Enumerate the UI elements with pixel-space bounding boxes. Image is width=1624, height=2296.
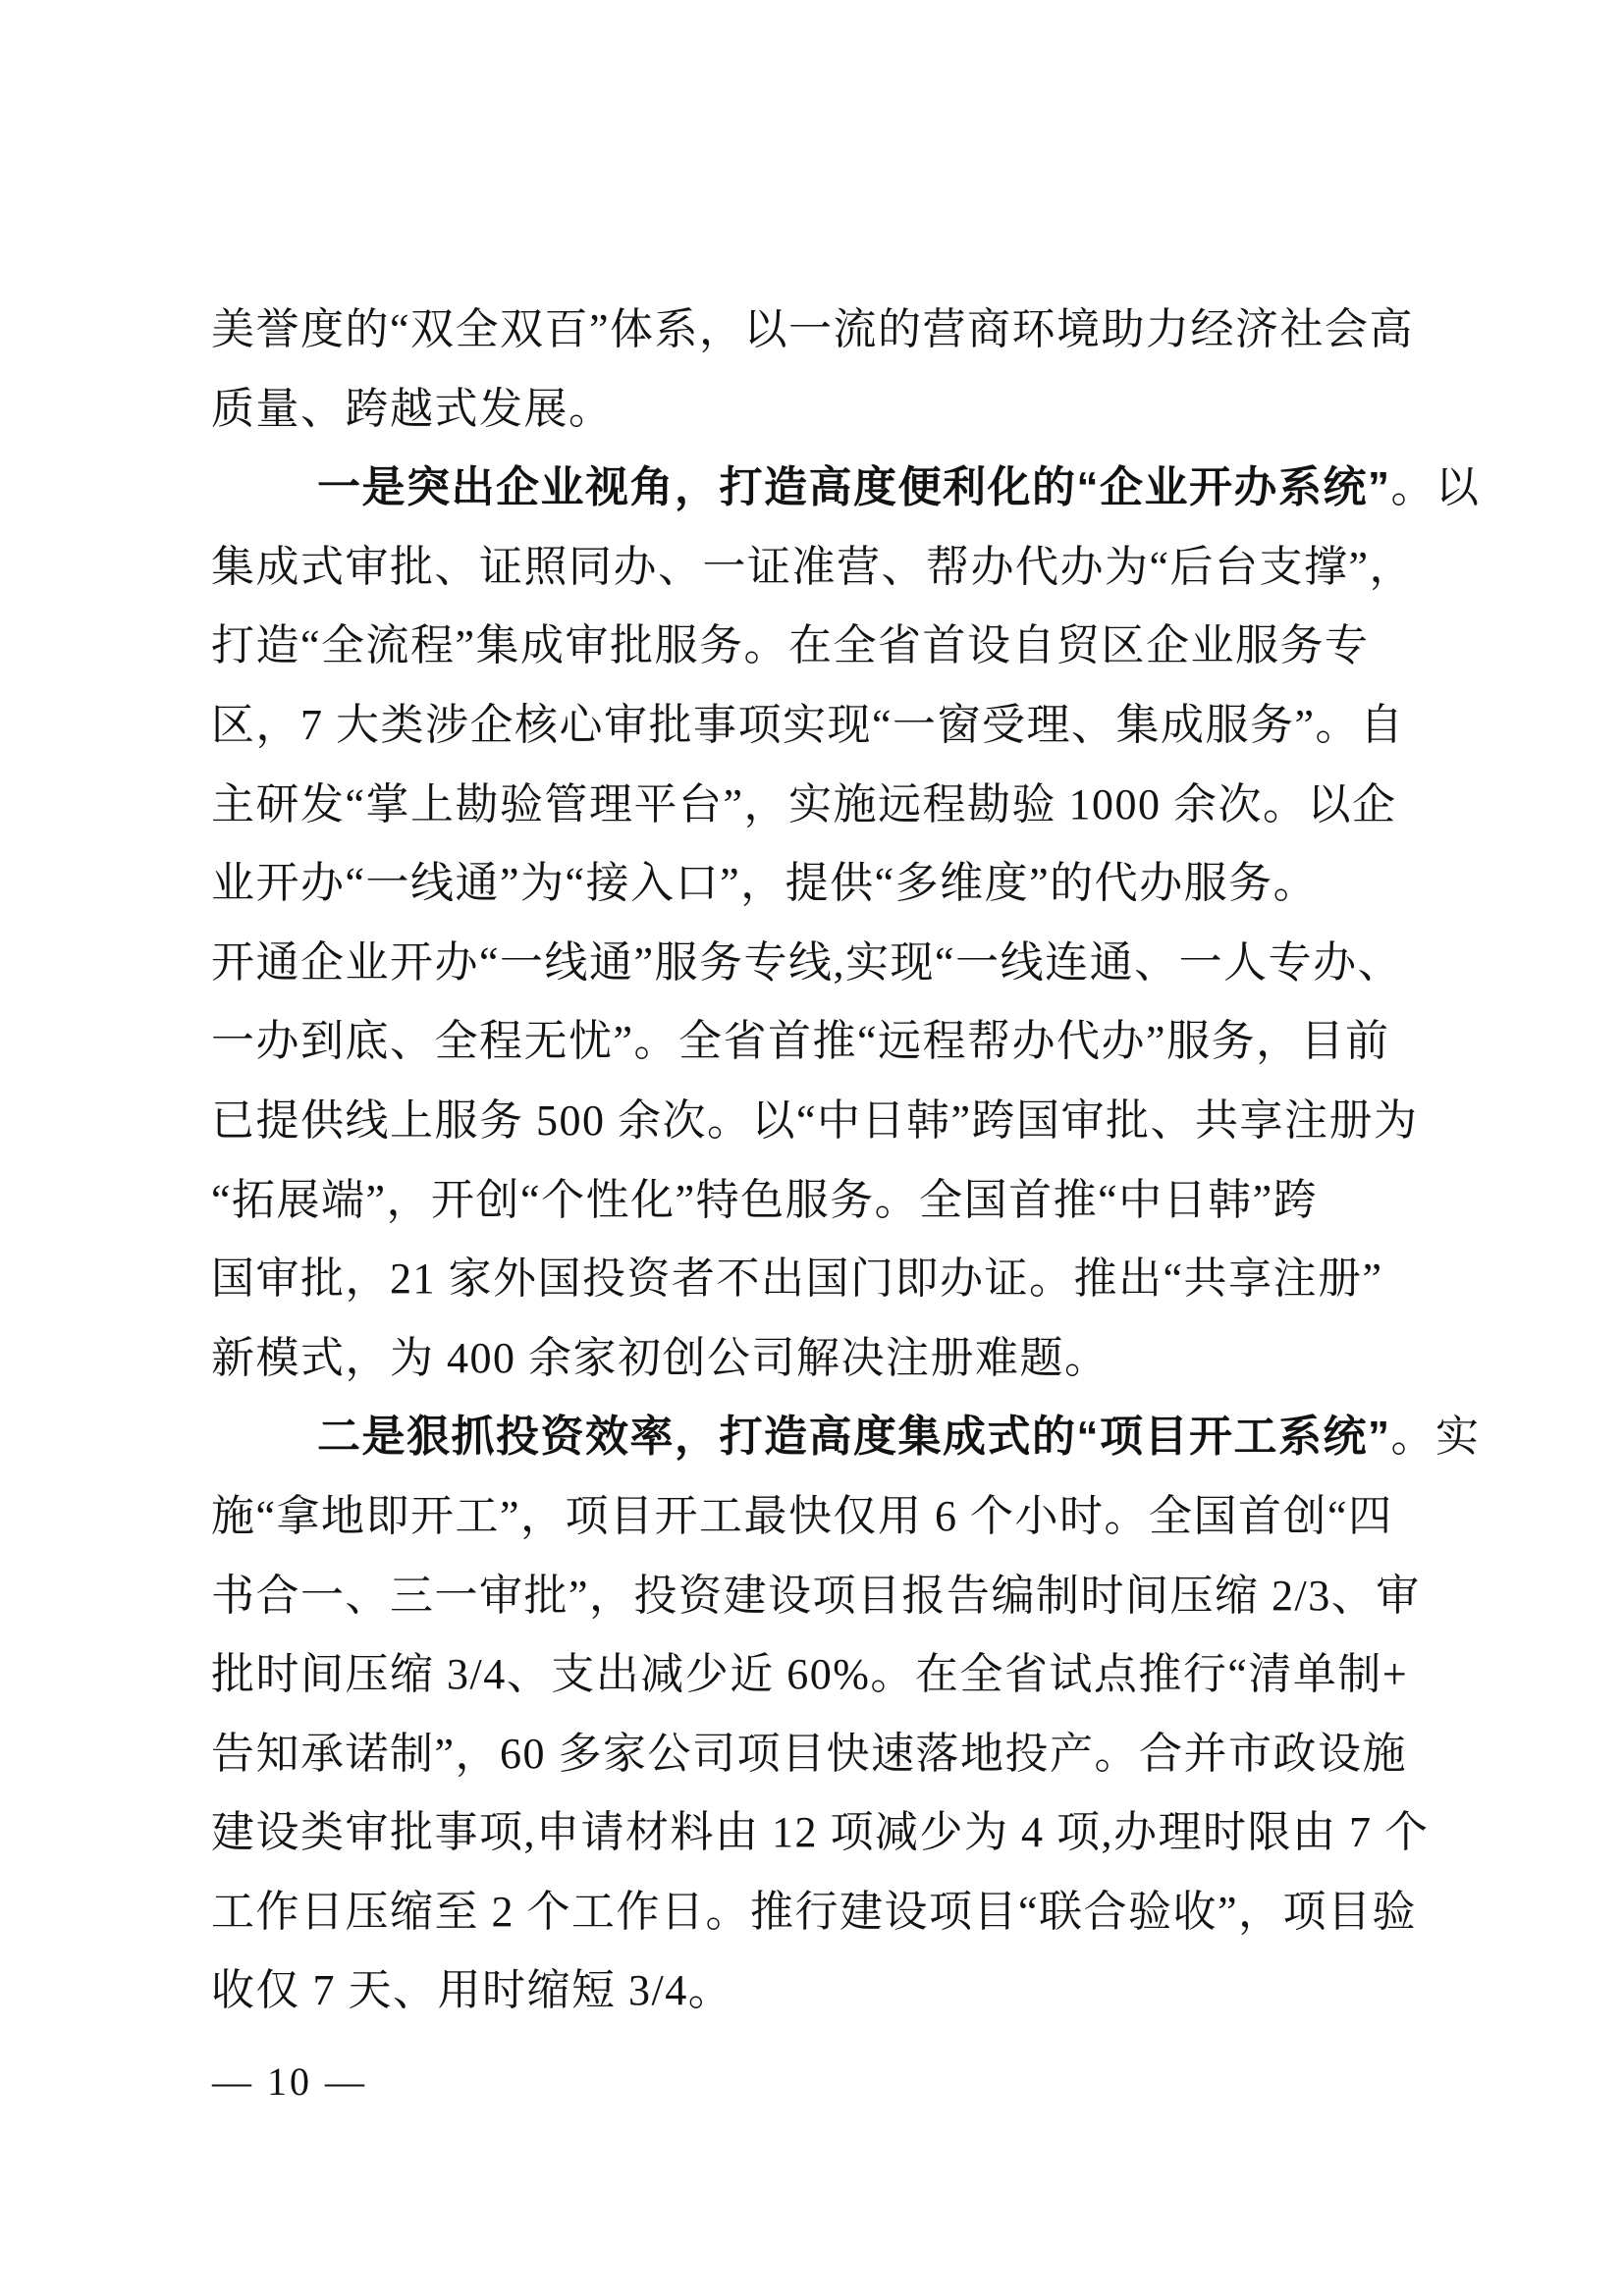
body-text-run: 。实 (1390, 1413, 1481, 1462)
text-line (211, 607, 1424, 686)
text-line (211, 291, 1424, 370)
text-line (211, 528, 1424, 608)
body-text-run: 工作日压缩至 2 个工作日。推行建设项目“联合验收”，项目验 (211, 1887, 1418, 1936)
body-text-run: 开通企业开办“一线通”服务专线,实现“一线连通、一人专办、 (211, 937, 1403, 987)
text-line (211, 1715, 1424, 1794)
body-text-run: 建设类审批事项,申请材料由 12 项减少为 4 项,办理时限由 7 个 (211, 1808, 1430, 1857)
text-line (211, 844, 1424, 924)
body-text-run: 新模式，为 400 余家初创公司解决注册难题。 (211, 1333, 1110, 1382)
body-text-run: 主研发“掌上勘验管理平台”，实施远程勘验 1000 余次。以企 (211, 779, 1397, 828)
text-line (211, 924, 1424, 1003)
body-text-run: 书合一、三一审批”，投资建设项目报告编制时间压缩 2/3、审 (211, 1571, 1421, 1620)
text-line (211, 686, 1424, 766)
text-line (211, 1951, 1424, 2031)
text-line (211, 1319, 1424, 1399)
body-text-run: 区，7 大类涉企核心审批事项实现“一窗受理、集成服务”。自 (211, 700, 1405, 749)
text-line (211, 1477, 1424, 1557)
page-number: — 10 — (212, 2059, 367, 2104)
text-line (211, 1398, 1481, 1477)
body-text-run: 集成式审批、证照同办、一证准营、帮办代办为“后台支撑”， (211, 542, 1415, 591)
text-line (211, 1635, 1424, 1715)
text-line (211, 766, 1424, 845)
text-line (211, 1793, 1430, 1873)
document-text (211, 291, 1481, 2031)
body-text-run: 美誉度的“双全双百”体系，以一流的营商环境助力经济社会高 (211, 305, 1415, 353)
body-text-run: 。以 (1390, 463, 1481, 512)
body-text-run: 告知承诺制”，60 多家公司项目快速落地投产。合并市政设施 (211, 1729, 1408, 1778)
text-line (211, 1082, 1424, 1161)
text-line (211, 370, 1424, 450)
text-line (211, 1557, 1424, 1636)
body-text-run: 质量、跨越式发展。 (211, 384, 614, 433)
text-line (211, 1873, 1424, 1952)
text-line (211, 449, 1481, 528)
body-text-run: 一办到底、全程无忧”。全省首推“远程帮办代办”服务，目前 (211, 1017, 1390, 1066)
body-text-run: 国审批，21 家外国投资者不出国门即办证。推出“共享注册” (211, 1255, 1383, 1304)
section-heading-run: 一是突出企业视角，打造高度便利化的“企业开办系统” (317, 463, 1391, 512)
text-line (211, 1002, 1424, 1082)
body-text-run: 收仅 7 天、用时缩短 3/4。 (211, 1966, 733, 2015)
section-heading-run: 二是狠抓投资效率，打造高度集成式的“项目开工系统” (317, 1413, 1391, 1462)
body-text-run: 打造“全流程”集成审批服务。在全省首设自贸区企业服务专 (211, 621, 1370, 670)
text-line (211, 1240, 1424, 1319)
body-text-run: 批时间压缩 3/4、支出减少近 60%。在全省试点推行“清单制+ (211, 1650, 1409, 1699)
body-text-run: 施“拿地即开工”，项目开工最快仅用 6 个小时。全国首创“四 (211, 1491, 1393, 1540)
body-text-run: “拓展端”，开创“个性化”特色服务。全国首推“中日韩”跨 (211, 1175, 1319, 1224)
body-text-run: 业开办“一线通”为“接入口”，提供“多维度”的代办服务。 (211, 859, 1319, 908)
body-text-run: 已提供线上服务 500 余次。以“中日韩”跨国审批、共享注册为 (211, 1095, 1419, 1145)
text-line (211, 1161, 1424, 1241)
